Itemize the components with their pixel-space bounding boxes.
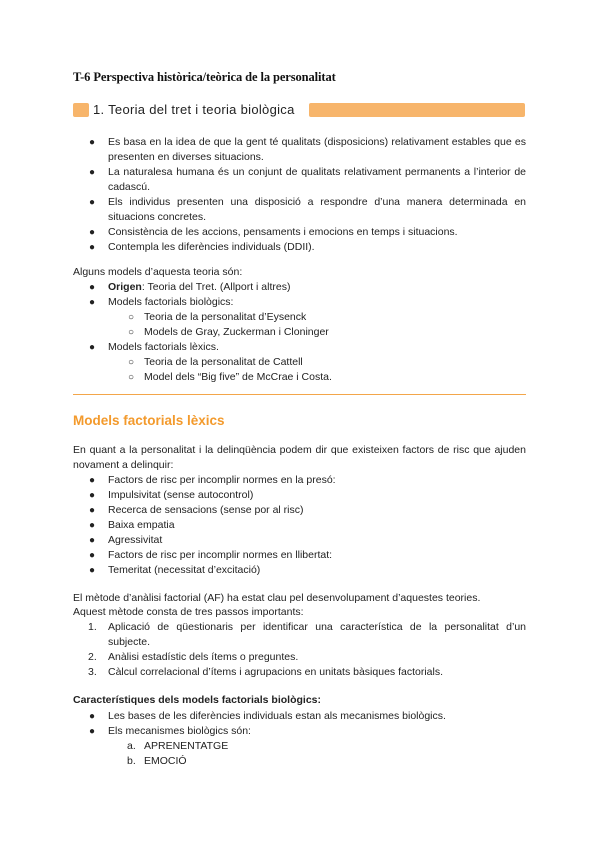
sub-list-item: ○ Models de Gray, Zuckerman i Cloninger bbox=[128, 326, 329, 338]
bullet-icon: ● bbox=[89, 167, 96, 178]
bullet-icon: ● bbox=[89, 505, 96, 516]
section-heading: 1. Teoria del tret i teoria biològica bbox=[93, 102, 295, 117]
heading-accent-swatch bbox=[73, 103, 89, 117]
bio-models-heading: Característiques dels models factorials biològics: bbox=[73, 694, 321, 706]
list-item: ● Agressivitat bbox=[89, 534, 163, 546]
list-item: ● La naturalesa humana és un conjunt de qualitats relativament permanents a l’interior de cadascú. bbox=[89, 166, 526, 193]
hollow-bullet-icon: ○ bbox=[128, 327, 135, 338]
sub-list-item: ○ Teoria de la personalitat d’Eysenck bbox=[128, 311, 307, 323]
bullet-icon: ● bbox=[89, 490, 96, 501]
bio-characteristics-list bbox=[73, 709, 526, 769]
sub-list-item: ○ Teoria de la personalitat de Cattell bbox=[128, 356, 303, 368]
list-item: ● Els individus presenten una disposició a respondre d’una manera determinada en situacions concretes. bbox=[89, 196, 526, 223]
numbered-item: 2. Anàlisi estadístic dels ítems o preguntes. bbox=[88, 651, 299, 663]
risk-intro-paragraph: En quant a la personalitat i la delinqüència podem dir que existeixen factors de risc que ajuden novament a delinquir: bbox=[73, 444, 526, 471]
bullet-icon: ● bbox=[89, 726, 96, 737]
list-item: ● Contempla les diferències individuals (DDII). bbox=[89, 241, 315, 253]
hollow-bullet-icon: ○ bbox=[128, 357, 135, 368]
hollow-bullet-icon: ○ bbox=[128, 312, 135, 323]
bullet-icon: ● bbox=[89, 137, 96, 148]
section-divider bbox=[73, 394, 526, 395]
list-item: ● Impulsivitat (sense autocontrol) bbox=[89, 489, 254, 501]
bullet-icon: ● bbox=[89, 242, 96, 253]
bullet-icon: ● bbox=[89, 297, 96, 308]
heading-accent-bar bbox=[309, 103, 525, 117]
hollow-bullet-icon: ○ bbox=[128, 372, 135, 383]
list-item: ● Factors de risc per incomplir normes en la presó: bbox=[89, 474, 336, 486]
models-list bbox=[73, 280, 526, 385]
list-item-bio-models: ● Models factorials biològics: ○ Teoria de la personalitat d’Eysenck ○ Models de Gray, Zuckerman i Cloninger bbox=[73, 295, 526, 340]
factor-analysis-line-1: El mètode d’anàlisi factorial (AF) ha estat clau pel desenvolupament d’aquestes teories. bbox=[73, 592, 481, 604]
lettered-item: b. EMOCIÓ bbox=[127, 755, 187, 767]
list-item: ● Recerca de sensacions (sense por al risc) bbox=[89, 504, 304, 516]
lexical-models-sublist bbox=[73, 355, 526, 385]
list-item: ● Consistència de les accions, pensaments i emocions en temps i situacions. bbox=[89, 226, 458, 238]
mechanisms-sublist bbox=[73, 739, 526, 769]
bio-models-sublist bbox=[73, 310, 526, 340]
numbered-item: 3. Càlcul correlacional d’ítems i agrupacions en unitats bàsiques factorials. bbox=[88, 666, 444, 678]
bullet-icon: ● bbox=[89, 535, 96, 546]
bullet-icon: ● bbox=[89, 475, 96, 486]
lettered-item: a. APRENENTATGE bbox=[127, 740, 229, 752]
numbered-item: 1. Aplicació de qüestionaris per identificar una característica de la personalitat d’un subjecte. bbox=[88, 621, 526, 648]
factor-analysis-steps bbox=[73, 620, 526, 680]
bullet-icon: ● bbox=[89, 565, 96, 576]
bullet-icon: ● bbox=[89, 550, 96, 561]
list-item-origin: ● Origen: Teoria del Tret. (Allport i altres) bbox=[89, 281, 291, 293]
list-item: ● Les bases de les diferències individuals estan als mecanismes biològics. bbox=[89, 710, 446, 722]
document-title: T-6 Perspectiva històrica/teòrica de la personalitat bbox=[73, 70, 336, 84]
bullet-icon: ● bbox=[89, 520, 96, 531]
bullet-icon: ● bbox=[89, 342, 96, 353]
list-item-lexical-models: ● Models factorials lèxics. ○ Teoria de la personalitat de Cattell ○ Model dels “Big five” de McCrae i Costa. bbox=[73, 340, 526, 385]
list-item: ● Factors de risc per incomplir normes en llibertat: bbox=[89, 549, 333, 561]
section-heading-banner bbox=[73, 101, 525, 119]
trait-theory-bullets bbox=[73, 135, 526, 255]
bullet-icon: ● bbox=[89, 197, 96, 208]
list-item: ● Es basa en la idea de que la gent té qualitats (disposicions) relativament estables que es presenten en diverses situacions. bbox=[89, 136, 526, 163]
list-item: ● Baixa empatia bbox=[89, 519, 175, 531]
list-item: ● Els mecanismes biològics són: a. APRENENTATGE b. EMOCIÓ bbox=[73, 724, 526, 769]
sub-list-item: ○ Model dels “Big five” de McCrae i Costa. bbox=[128, 371, 332, 383]
bullet-icon: ● bbox=[89, 711, 96, 722]
risk-factors-list bbox=[73, 473, 526, 578]
models-intro: Alguns models d’aquesta teoria són: bbox=[73, 266, 243, 278]
bullet-icon: ● bbox=[89, 227, 96, 238]
factor-analysis-line-2: Aquest mètode consta de tres passos importants: bbox=[73, 606, 304, 618]
section-heading-lexical: Models factorials lèxics bbox=[73, 413, 225, 428]
bullet-icon: ● bbox=[89, 282, 96, 293]
list-item: ● Temeritat (necessitat d’excitació) bbox=[89, 564, 261, 576]
